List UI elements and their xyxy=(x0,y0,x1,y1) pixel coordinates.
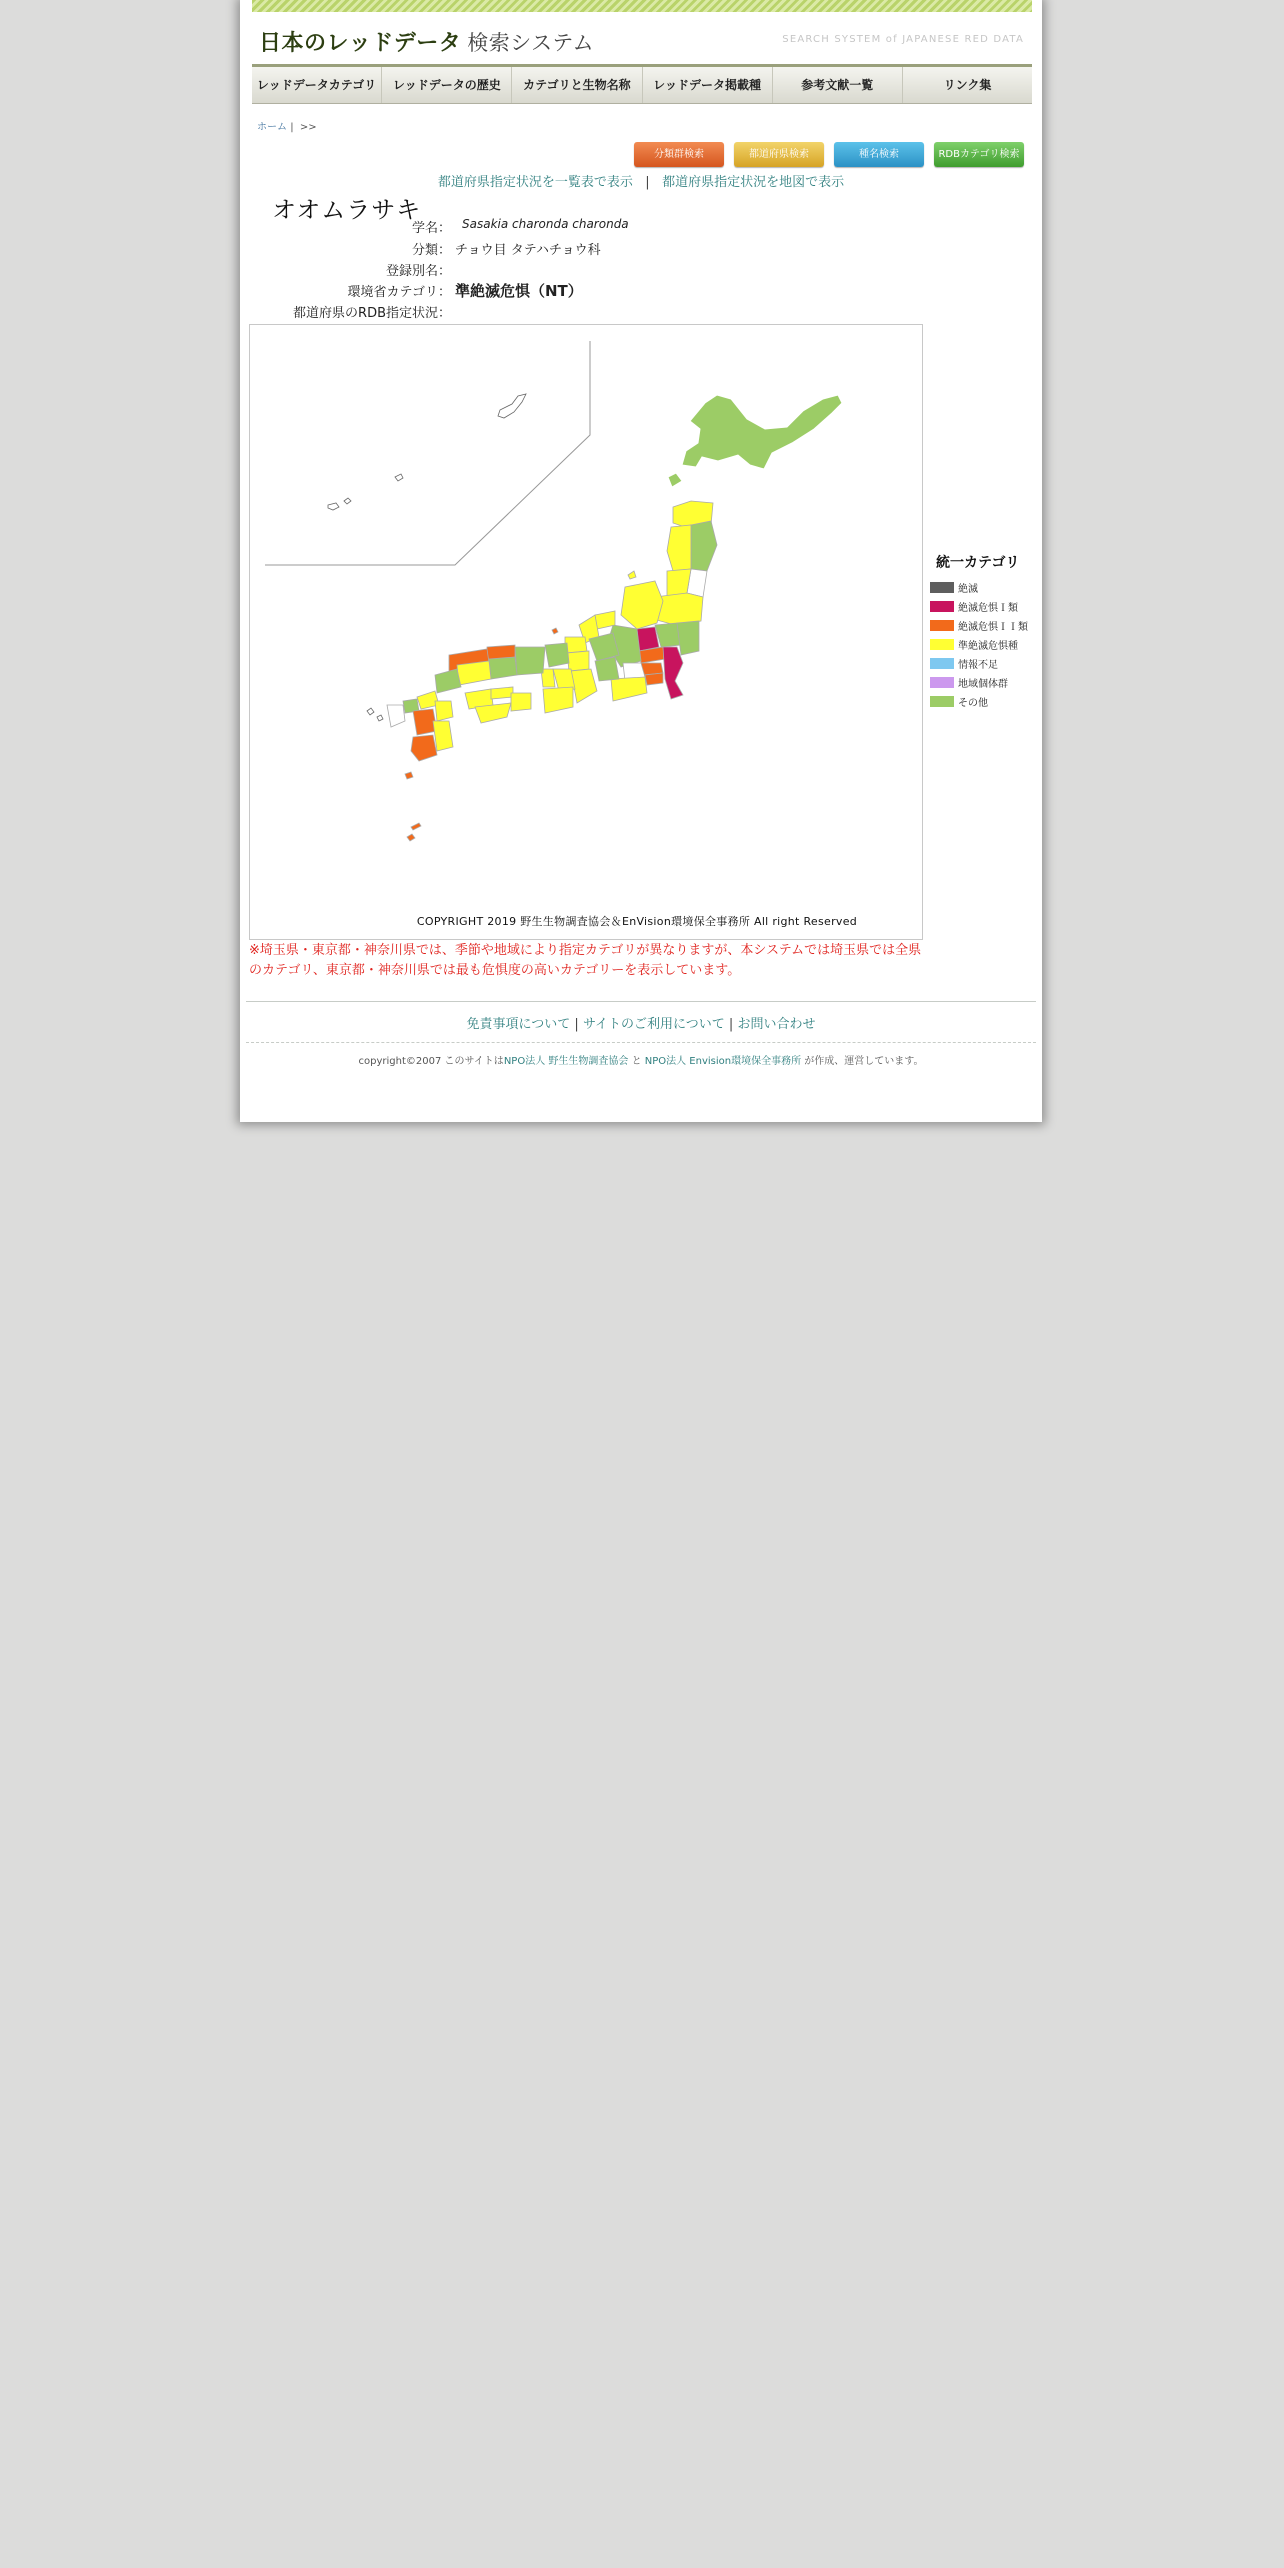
prefecture-fukui[interactable] xyxy=(565,637,587,653)
prefecture-chiba[interactable] xyxy=(663,647,683,699)
prefecture-shiga[interactable] xyxy=(567,651,589,671)
map-copyright: COPYRIGHT 2019 野生生物調査協会＆EnVision環境保全事務所 All right Reserved xyxy=(416,915,858,928)
map-island-inset xyxy=(328,503,339,510)
map-island-kagoshima xyxy=(405,772,413,779)
prefecture-aichi[interactable] xyxy=(595,657,619,681)
moe-category-value: 準絶滅危惧（NT） xyxy=(455,282,583,300)
classification-value: チョウ目 タテハチョウ科 xyxy=(455,243,601,258)
org2-link[interactable]: NPO法人 Envision環境保全事務所 xyxy=(644,1056,802,1067)
prefecture-akita[interactable] xyxy=(667,525,691,571)
footer-divider-dashed xyxy=(246,1042,1036,1043)
legend-item xyxy=(930,597,1028,616)
prefecture-wakayama[interactable] xyxy=(543,687,573,713)
legend-item xyxy=(930,673,1028,692)
disclaimer-link[interactable]: 免責事項について xyxy=(466,1017,571,1032)
prefecture-tokushima[interactable] xyxy=(511,693,531,711)
inset-frame-line xyxy=(265,341,590,565)
prefecture-okayama[interactable] xyxy=(489,657,517,679)
org1-link[interactable]: NPO法人 野生生物調査協会 xyxy=(503,1056,629,1067)
prefecture-kyoto[interactable] xyxy=(545,643,569,667)
nav-item-listed-species[interactable]: レッドデータ掲載種 xyxy=(643,67,773,103)
map-island-inset xyxy=(395,474,403,481)
contact-link[interactable]: お問い合わせ xyxy=(737,1017,816,1032)
prefecture-niigata[interactable] xyxy=(621,581,663,629)
legend-swatch xyxy=(930,658,954,669)
view-as-list-link[interactable]: 都道府県指定状況を一覧表で表示 xyxy=(437,175,633,190)
main-nav xyxy=(252,64,1032,104)
breadcrumb-home-link[interactable]: ホーム xyxy=(257,122,287,133)
nav-item-redata-history[interactable]: レッドデータの歴史 xyxy=(382,67,512,103)
breadcrumb xyxy=(257,118,317,133)
footer-links xyxy=(240,1013,1042,1032)
page-container xyxy=(240,0,1042,1122)
map-island-kagoshima xyxy=(411,823,421,830)
legend-title: 統一カテゴリ xyxy=(936,555,1020,571)
scientific-name-label: 学名： xyxy=(411,221,451,236)
prefecture-hokkaido[interactable] xyxy=(682,395,842,469)
prefecture-search-button[interactable]: 都道府県検索 xyxy=(734,142,824,167)
prefecture-yamaguchi[interactable] xyxy=(435,669,461,693)
legend-label: その他 xyxy=(958,698,988,709)
copyright-suffix: が作成、運営しています。 xyxy=(804,1056,924,1067)
legend-swatch xyxy=(930,696,954,707)
legend-swatch xyxy=(930,582,954,593)
prefecture-shizuoka[interactable] xyxy=(611,677,647,701)
footer-separator: | xyxy=(728,1017,734,1032)
legend-swatch xyxy=(930,601,954,612)
prefecture-kagawa[interactable] xyxy=(491,687,513,699)
prefecture-iwate[interactable] xyxy=(691,521,717,571)
prefecture-mie[interactable] xyxy=(571,669,597,703)
nav-item-references[interactable]: 参考文献一覧 xyxy=(773,67,903,103)
prefecture-kanagawa[interactable] xyxy=(645,673,663,685)
legend-label: 絶滅危惧Ｉ類 xyxy=(958,603,1018,614)
view-as-map-link[interactable]: 都道府県指定状況を地図で表示 xyxy=(662,175,845,190)
legend-label: 準絶滅危惧種 xyxy=(958,641,1018,652)
prefecture-toyama[interactable] xyxy=(595,611,615,629)
prefecture-gunma[interactable] xyxy=(637,627,659,651)
map-island xyxy=(377,715,383,721)
legend-label: 地域個体群 xyxy=(958,679,1008,690)
header-stripe xyxy=(252,0,1032,12)
prefecture-rdb-label: 都道府県のRDB指定状況： xyxy=(293,306,451,321)
map-island xyxy=(367,708,374,715)
species-name: オオムラサキ xyxy=(272,196,422,224)
scientific-name-value: Sasakia charonda charonda xyxy=(462,217,629,231)
prefecture-hyogo[interactable] xyxy=(515,647,545,675)
legend-item xyxy=(930,578,1028,597)
prefecture-nagasaki[interactable] xyxy=(387,705,405,727)
moe-category-label: 環境省カテゴリ： xyxy=(347,285,451,300)
site-title[interactable] xyxy=(259,26,594,57)
legend-label: 絶滅 xyxy=(958,584,978,595)
site-title-main: 日本のレッドデータ xyxy=(259,31,462,56)
map-island-inset xyxy=(498,394,526,418)
legend-swatch xyxy=(930,639,954,650)
legend-item xyxy=(930,692,1028,711)
map-island-sado xyxy=(628,571,636,579)
map-island-inset xyxy=(344,498,351,504)
map-island-kagoshima xyxy=(407,834,415,841)
classification-label: 分類： xyxy=(411,243,451,258)
prefecture-kochi[interactable] xyxy=(475,703,511,723)
prefecture-miyazaki[interactable] xyxy=(433,721,453,751)
breadcrumb-next: >> xyxy=(299,122,317,133)
species-name-search-button[interactable]: 種名検索 xyxy=(834,142,924,167)
site-usage-link[interactable]: サイトのご利用について xyxy=(582,1017,725,1032)
prefecture-hokkaido-islet xyxy=(668,473,682,487)
view-links xyxy=(240,171,1042,190)
footer-copyright xyxy=(240,1052,1042,1067)
japan-prefecture-map[interactable] xyxy=(249,324,923,940)
legend-item xyxy=(930,616,1028,635)
alias-label: 登録別名： xyxy=(385,264,451,279)
legend-swatch xyxy=(930,677,954,688)
view-links-separator: | xyxy=(645,175,650,190)
rdb-category-search-button[interactable]: RDBカテゴリ検索 xyxy=(934,142,1024,167)
legend-swatch xyxy=(930,620,954,631)
copyright-prefix: copyright©2007 このサイトは xyxy=(358,1056,504,1067)
search-button-group xyxy=(634,142,1024,167)
category-note: ※埼玉県・東京都・神奈川県では、季節や地域により指定カテゴリが異なりますが、本システムでは埼玉県では全県のカテゴリ、東京都・神奈川県では最も危惧度の高いカテゴリーを表示しています。 xyxy=(249,943,922,978)
prefecture-ibaraki[interactable] xyxy=(677,621,699,655)
legend-item xyxy=(930,654,1028,673)
taxon-search-button[interactable]: 分類群検索 xyxy=(634,142,724,167)
prefecture-hiroshima[interactable] xyxy=(457,661,491,685)
legend-item xyxy=(930,635,1028,654)
nav-item-category-names[interactable]: カテゴリと生物名称 xyxy=(512,67,642,103)
legend-label: 絶滅危惧ＩＩ類 xyxy=(958,622,1028,633)
prefecture-kagoshima[interactable] xyxy=(411,735,437,761)
site-subtitle-en: SEARCH SYSTEM of JAPANESE RED DATA xyxy=(782,34,1024,45)
footer-divider xyxy=(246,1001,1036,1002)
copyright-and: と xyxy=(631,1056,642,1067)
nav-item-links[interactable]: リンク集 xyxy=(943,78,992,92)
map-island-oki xyxy=(552,628,558,634)
breadcrumb-separator: | xyxy=(290,122,294,133)
prefecture-oita[interactable] xyxy=(435,701,453,721)
japan-map-svg xyxy=(250,325,922,939)
category-legend xyxy=(930,552,1028,711)
footer-separator: | xyxy=(574,1017,579,1032)
legend-label: 情報不足 xyxy=(958,660,998,671)
site-title-sub: 検索システム xyxy=(467,31,595,55)
nav-item-redata-category[interactable]: レッドデータカテゴリ xyxy=(252,67,382,103)
